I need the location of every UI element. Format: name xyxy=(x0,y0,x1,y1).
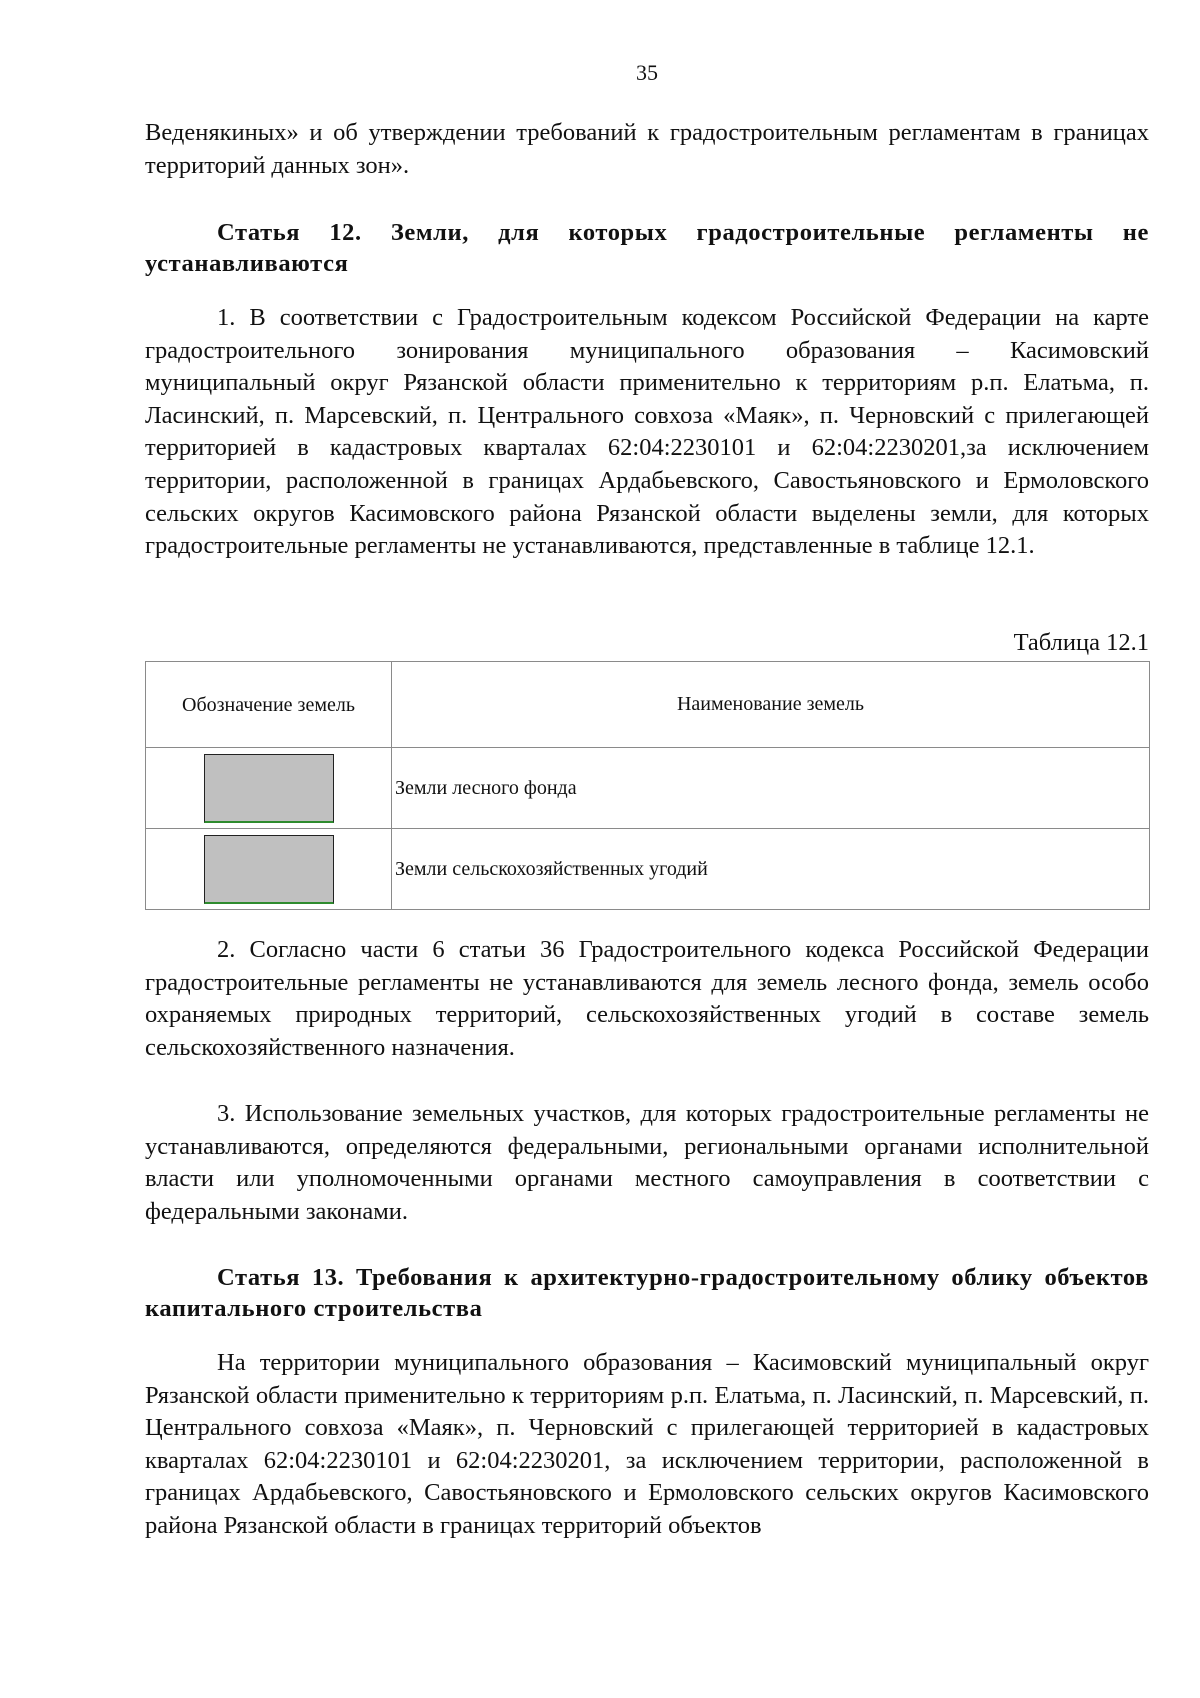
article-13-paragraph-1: На территории муниципального образования – Касимовский муниципальный округ Рязанской области применительно к территориям р.п. Елатьма, п. Ласинский, п. Марсевский, п. Центрального совхоза «Маяк», п. Черновский с прилегающей территорией в кадастровых кварталах 62:04:2230101 и 62:04:2230201, за исключением территории, расположенной в границах Ардабьевского, Савостьяновского и Ермоловского сельских округов Касимовского района Рязанской области в границах территорий объектов xyxy=(145,1349,1149,1539)
table-caption: Таблица 12.1 xyxy=(1013,629,1149,656)
forest-land-swatch xyxy=(204,754,334,823)
article-12-heading: Статья 12. Земли, для которых градостроительные регламенты не устанавливаются xyxy=(145,219,1149,277)
land-name-cell: Земли лесного фонда xyxy=(392,748,1150,829)
article-12-paragraph-3: 3. Использование земельных участков, для которых градостроительные регламенты не устанавливаются, определяются федеральными, региональными органами исполнительной власти или уполномоченными органами местного самоуправления в соответствии с федеральными законами. xyxy=(145,1100,1149,1225)
symbol-cell xyxy=(146,829,392,910)
land-name-cell: Земли сельскохозяйственных угодий xyxy=(392,829,1150,910)
header-name-cell: Наименование земель xyxy=(392,662,1150,748)
table-row xyxy=(146,748,1150,829)
intro-paragraph: Веденякиных» и об утверждении требований к градостроительным регламентам в границах территорий данных зон». xyxy=(145,119,1149,179)
header-symbol-cell: Обозначение земель xyxy=(146,662,392,748)
article-12-paragraph-1: 1. В соответствии с Градостроительным кодексом Российской Федерации на карте градостроительного зонирования муниципального образования – Касимовский муниципальный округ Рязанской области применительно к территориям р.п. Елатьма, п. Ласинский, п. Марсевский, п. Центрального совхоза «Маяк», п. Черновский с прилегающей территорией в кадастровых кварталах 62:04:2230101 и 62:04:2230201,за исключением территории, расположенной в границах Ардабьевского, Савостьяновского и Ермоловского сельских округов Касимовского района Рязанской области выделены земли, для которых градостроительные регламенты не устанавливаются, представленные в таблице 12.1. xyxy=(145,304,1149,560)
agricultural-land-swatch xyxy=(204,835,334,904)
table-header-row xyxy=(146,662,1150,748)
symbol-cell xyxy=(146,748,392,829)
article-12-paragraph-2: 2. Согласно части 6 статьи 36 Градостроительного кодекса Российской Федерации градостроительные регламенты не устанавливаются для земель лесного фонда, земель особо охраняемых природных территорий, сельскохозяйственных угодий в составе земель сельскохозяйственного назначения. xyxy=(145,936,1149,1061)
lands-table xyxy=(145,661,1150,910)
table-row xyxy=(146,829,1150,910)
article-13-heading: Статья 13. Требования к архитектурно-градостроительному облику объектов капитального строительства xyxy=(145,1264,1149,1322)
page-number: 35 xyxy=(636,60,658,85)
